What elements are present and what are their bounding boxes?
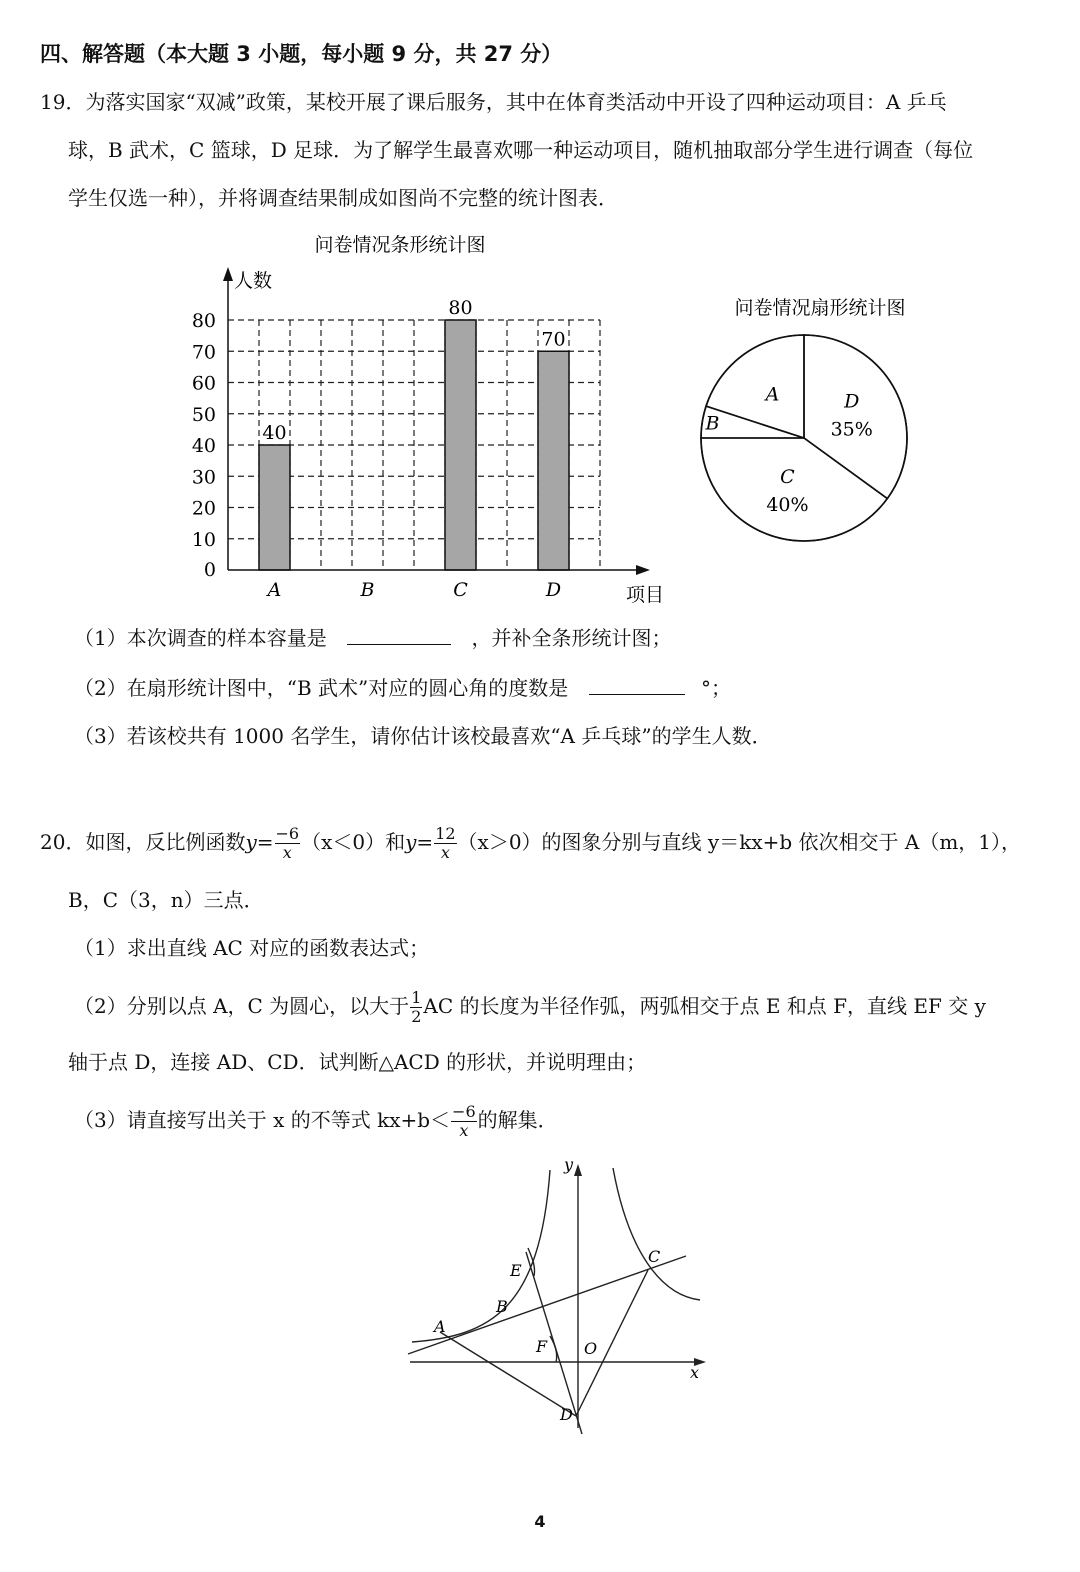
- q20-figure: [400, 1150, 720, 1440]
- q20-func1-lhs: y=: [245, 830, 274, 854]
- q20-sub3: [74, 1104, 558, 1139]
- fig-label-d: D: [560, 1405, 573, 1424]
- q20-sub2-text-a: （2）分别以点 A，C 为圆心，以大于: [74, 994, 410, 1018]
- q19-line-3: 学生仅选一种），并将调查结果制成如图尚不完整的统计图表．: [68, 186, 618, 210]
- fraction-neg6-over-x-2: $\frac{-6}{x}$: [452, 1102, 476, 1140]
- q19-line-2: 球，B 武术，C 篮球，D 足球．为了解学生最喜欢哪一种运动项目，随机抽取部分学生进行调查（每位: [68, 138, 974, 162]
- answer-blank-2[interactable]: [589, 693, 685, 695]
- q20-cond2: （x＞0）的图象分别与直线 y＝kx+b 依次相交于 A（m，1），: [457, 830, 1022, 854]
- answer-blank-1[interactable]: [347, 643, 451, 645]
- bar-y-tick-label: 70: [191, 341, 216, 364]
- bar-chart-title: 问卷情况条形统计图: [314, 234, 486, 256]
- pie-percent-D: 35%: [830, 418, 873, 441]
- fig-hyperbola-right: [613, 1168, 700, 1300]
- bar-y-tick-label: 60: [191, 372, 216, 395]
- x-axis-arrow-icon: [636, 565, 650, 575]
- q20-intro: 20．如图，反比例函数: [40, 830, 246, 854]
- q20-line-1: [40, 826, 1021, 861]
- bar-y-tick-label: 20: [191, 497, 216, 520]
- fraction-12-over-x: $\frac{12}{x}$: [435, 824, 456, 862]
- bar-C: [445, 320, 476, 570]
- q19-sub2-text-a: （2）在扇形统计图中，“B 武术”对应的圆心角的度数是: [74, 676, 569, 700]
- bar-y-tick-label: 40: [191, 435, 216, 457]
- fraction-one-half: $\frac{1}{2}$: [411, 988, 422, 1026]
- q19-sub2-text-b: °；: [700, 676, 731, 700]
- fraction-neg6-over-x: $\frac{-6}{x}$: [275, 824, 300, 862]
- q19-line-1: 19．为落实国家“双减”政策，某校开展了课后服务，其中在体育类活动中开设了四种运动项目：A 乒乓: [40, 90, 947, 114]
- q20-func2-lhs: y=: [405, 830, 434, 854]
- q19-sub3: （3）若该校共有 1000 名学生，请你估计该校最喜欢“A 乒乓球”的学生人数．: [74, 724, 772, 748]
- bar-value-label: 70: [541, 328, 566, 351]
- bar-value-label: 40: [262, 422, 287, 444]
- bar-A: [259, 445, 290, 570]
- section-title: 四、解答题（本大题 3 小题，每小题 9 分，共 27 分）: [40, 42, 563, 66]
- pie-label-D: D: [844, 390, 860, 413]
- q19-sub2: [74, 678, 731, 698]
- q20-sub2-line-2: 轴于点 D，连接 AD、CD．试判断△ACD 的形状，并说明理由；: [68, 1050, 647, 1074]
- pie-chart-title: 问卷情况扇形统计图: [734, 297, 906, 319]
- q20-sub3-text-a: （3）请直接写出关于 x 的不等式 kx+b＜: [74, 1108, 451, 1132]
- bar-category-label: D: [545, 579, 562, 601]
- bar-y-axis-label: 人数: [234, 270, 273, 292]
- fig-label-b: B: [496, 1297, 508, 1316]
- bar-category-label: A: [267, 579, 282, 601]
- q20-sub2: [74, 990, 986, 1025]
- fig-label-c: C: [648, 1247, 661, 1266]
- bar-category-label: B: [360, 579, 375, 601]
- pie-label-B: B: [705, 412, 720, 435]
- fig-label-a: A: [434, 1317, 446, 1336]
- fig-label-o: O: [584, 1339, 598, 1358]
- bar-y-tick-label: 0: [203, 559, 216, 581]
- bar-y-tick-label: 50: [191, 403, 216, 426]
- bar-y-tick-label: 30: [191, 466, 216, 489]
- fig-label-e: E: [510, 1261, 522, 1280]
- fig-label-x: x: [690, 1363, 700, 1382]
- bar-value-label: 80: [448, 297, 473, 319]
- pie-percent-C: 40%: [766, 493, 809, 516]
- y-axis-arrow-icon: [223, 267, 233, 281]
- q20-sub1: （1）求出直线 AC 对应的函数表达式；: [74, 936, 430, 960]
- fig-label-f: F: [536, 1337, 548, 1356]
- fig-hyperbola-left: [412, 1170, 550, 1342]
- page-number: 4: [534, 1512, 546, 1531]
- q20-cond1: （x＜0）和: [301, 830, 406, 854]
- fig-y-arrow-icon: [574, 1164, 582, 1176]
- bar-D: [538, 351, 569, 570]
- bar-x-axis-label: 项目: [626, 584, 665, 606]
- q19-sub1-text-b: ，并补全条形统计图；: [471, 626, 672, 650]
- pie-label-C: C: [780, 465, 795, 488]
- fig-label-y: y: [564, 1155, 574, 1174]
- q19-sub1: [74, 628, 671, 648]
- bar-y-tick-label: 10: [191, 528, 216, 551]
- q19-sub1-text-a: （1）本次调查的样本容量是: [74, 626, 327, 650]
- q20-line-2: B，C（3，n）三点．: [68, 888, 264, 912]
- bar-y-tick-label: 80: [191, 310, 216, 332]
- q20-sub2-text-b: AC 的长度为半径作弧，两弧相交于点 E 和点 F，直线 EF 交 y: [423, 994, 986, 1018]
- q20-sub3-text-b: 的解集．: [477, 1108, 558, 1132]
- fig-segment-ad: [440, 1332, 576, 1416]
- bar-category-label: C: [453, 579, 468, 601]
- bar-chart: [180, 225, 680, 615]
- pie-label-A: A: [765, 383, 780, 406]
- pie-chart: [690, 288, 930, 550]
